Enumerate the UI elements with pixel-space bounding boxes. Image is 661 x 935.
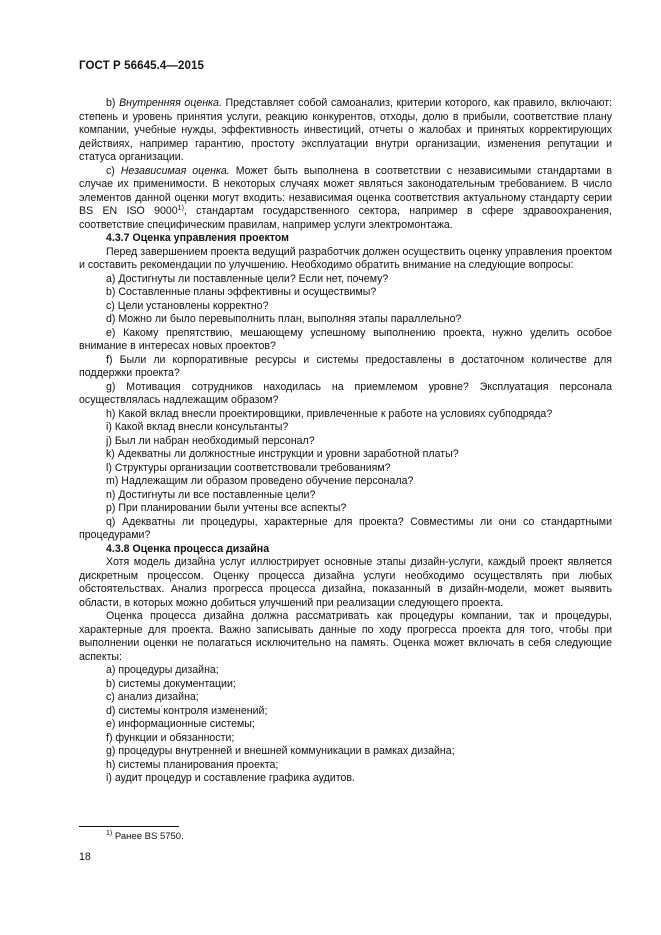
question-list (79, 273, 612, 543)
list-item: m) Надлежащим ли образом проведено обучение персонала? (106, 475, 414, 487)
list-item: c) Цели установлены корректно? (106, 299, 269, 312)
section-intro-4-3-7: Перед завершением проекта ведущий разработчик должен осуществить оценку управления проектом и составить рекомендации по улучшению. Необходимо обратить внимание на следующие вопросы: (79, 245, 612, 271)
list-item: d) системы контроля изменений; (106, 704, 268, 717)
list-item: l) Структуры организации соответствовали требованиям? (106, 461, 391, 474)
list-item: i) Какой вклад внесли консультанты? (106, 421, 289, 433)
section-paragraph: Хотя модель дизайна услуг иллюстрирует основные этапы дизайн-услуги, каждый проект является дискретным процессом. Оценку процесса дизайна услуги необходимо осуществлять при любых обстоятельствах. Анализ прогресса процесса дизайна, показанный в дизайн-модели, может выявить области, в которых можно добиться улучшений при реализации следующего проекта. (79, 556, 612, 609)
list-item: g) Мотивация сотрудников находилась на приемлемом уровне? Эксплуатация персонала осуществлялась надлежащим образом? (79, 380, 612, 406)
list-item: h) Какой вклад внесли проектировщики, привлеченные к работе на условиях субподряда? (106, 407, 553, 420)
list-item: j) Был ли набран необходимый персонал? (106, 434, 315, 447)
section-paragraph: Оценка процесса дизайна должна рассматривать как процедуры компании, так и процедуры, характерные для проекта. Важно записывать данные по ходу прогресса проекта для того, чтобы при выполнении оценки не полагаться исключительно на память. Оценка может включать в себя следующие аспекты: (79, 610, 612, 663)
footnote-divider (79, 826, 179, 827)
term-internal-assessment: Внутренняя оценка. (119, 97, 222, 109)
list-item: k) Адекватны ли должностные инструкции и уровни заработной платы? (106, 448, 459, 460)
document-header: ГОСТ Р 56645.4—2015 (79, 60, 204, 72)
list-item: b) системы документации; (106, 677, 236, 690)
list-item: a) процедуры дизайна; (106, 664, 219, 676)
aspect-list (79, 664, 612, 786)
paragraph-independent-assessment: c) Независимая оценка. Может быть выполнена в соответствии с независимыми стандартами в случае их применимости. В некоторых случаях может являться законодательным требованием. В число элементов данной оценки могут входить: независимая оценка соответствия актуальному стандарту серии BS EN ISO 9000$^{1)}$, стандартам государственного сектора, например в сфере здравоохранения, соответствие специфическим правилам, например услуги электромонтажа. (79, 164, 612, 231)
list-item: q) Адекватны ли процедуры, характерные для проекта? Совместимы ли они со стандартными процедурами? (79, 515, 612, 541)
list-item: d) Можно ли было перевыполнить план, выполняя этапы параллельно? (106, 313, 462, 325)
list-item: c) анализ дизайна; (106, 691, 199, 703)
footnote-mark: 1) (106, 830, 113, 837)
section-title-4-3-7: 4.3.7 Оценка управления проектом (106, 232, 289, 244)
list-item: g) процедуры внутренней и внешней коммуникации в рамках дизайна; (106, 745, 455, 757)
section-title-4-3-8: 4.3.8 Оценка процесса дизайна (106, 542, 270, 555)
list-item: b) Составленные планы эффективны и осуществимы? (106, 286, 377, 298)
term-independent-assessment: Независимая оценка. (120, 164, 230, 177)
list-item: p) При планировании были учтены все аспекты? (106, 502, 347, 514)
footnote-reference: 1) (177, 205, 184, 212)
list-item: h) системы планирования проекта; (106, 758, 279, 771)
list-item: e) информационные системы; (106, 718, 255, 730)
paragraph-internal-assessment: b) Внутренняя оценка. Представляет собой самоанализ, критерии которого, как правило, включают: степень и уровень принятия услуги, реакцию конкурентов, отходы, долю в прибыли, соответствие плану компании, учебные нужды, эффективность инвестиций, отчеты о жалобах и принятых корректирующих действиях, например гарантию, простоту эксплуатации внутри организации, изменения репутации и статуса организации. (79, 97, 612, 163)
footnote: $^{1)}$ Ранее BS 5750. (106, 830, 184, 842)
list-item: a) Достигнуты ли поставленные цели? Если нет, почему? (106, 272, 389, 285)
page-number: 18 (79, 851, 91, 863)
list-item: f) Были ли корпоративные ресурсы и системы предоставлены в достаточном количестве для поддержки проекта? (79, 353, 612, 379)
list-item: i) аудит процедур и составление графика аудитов. (106, 772, 355, 784)
list-item: f) функции и обязанности; (106, 731, 235, 744)
list-item: n) Достигнуты ли все поставленные цели? (106, 488, 316, 501)
list-item: e) Какому препятствию, мешающему успешному выполнению проекта, нужно уделить особое внимание в интересах новых проектов? (79, 326, 612, 352)
document-body (79, 97, 612, 786)
